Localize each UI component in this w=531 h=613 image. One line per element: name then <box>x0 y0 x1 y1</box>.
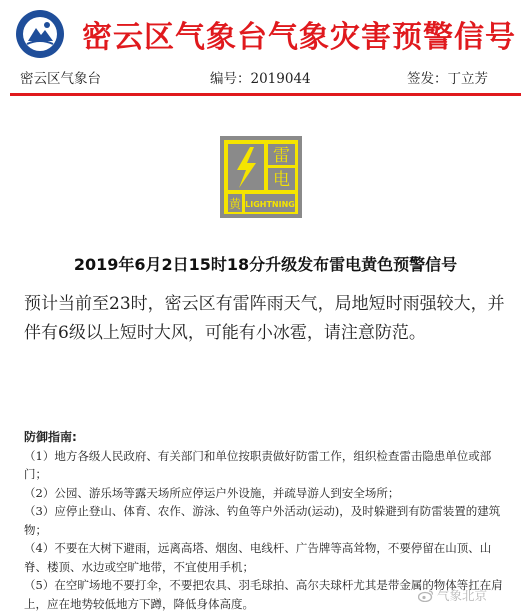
notice-body: 预计当前至23时，密云区有雷阵雨天气，局地短时雨强较大，并伴有6级以上短时大风，可能有小冰雹，请注意防范。 <box>24 294 505 343</box>
document-number: 编号：2019044 <box>210 71 311 87</box>
header-divider <box>10 93 521 96</box>
weibo-watermark <box>418 586 487 604</box>
lightning-yellow-warning-icon <box>220 136 302 218</box>
notice-heading: 2019年6月2日15时18分升级发布雷电黄色预警信号 <box>73 255 458 274</box>
defense-item-3: （3）应停止登山、体育、农作、游泳、钓鱼等户外活动(运动)，及时躲避到有防雷装置的建筑物； <box>24 504 501 537</box>
defense-item-1: （1）地方各级人民政府、有关部门和单位按职责做好防雷工作，组织检查雷击隐患单位或部门； <box>24 448 492 481</box>
badge-en-label: LIGHTNING <box>245 200 295 209</box>
document-header <box>0 0 531 92</box>
defense-title: 防御指南: <box>24 430 77 444</box>
defense-item-4: （4）不要在大树下避雨，远离高塔、烟囱、电线杆、广告牌等高耸物，不要停留在山顶、山脊、楼顶、水边或空旷地带，不宜使用手机； <box>24 541 492 574</box>
weibo-icon <box>418 589 434 602</box>
defense-item-2: （2）公园、游乐场等露天场所应停运户外设施，并疏导游人到安全场所； <box>24 485 400 500</box>
defense-item-5: （5）在空旷场地不要打伞，不要把农具、羽毛球拍、高尔夫球杆尤其是带金属的物体等扛在肩上，应在地势较低地方下蹲，降低身体高度。 <box>24 578 503 611</box>
badge-color-label: 黄 <box>228 197 242 211</box>
issuer-label: 密云区气象台 <box>20 71 101 87</box>
badge-label-top: 雷 <box>273 146 290 166</box>
signer-label: 签发：丁立芳 <box>407 71 488 87</box>
document-title: 密云区气象台气象灾害预警信号 <box>82 20 516 55</box>
meteorological-logo-icon <box>14 8 66 60</box>
watermark-text: 气象北京 <box>437 588 488 603</box>
badge-label-mid: 电 <box>273 170 290 190</box>
